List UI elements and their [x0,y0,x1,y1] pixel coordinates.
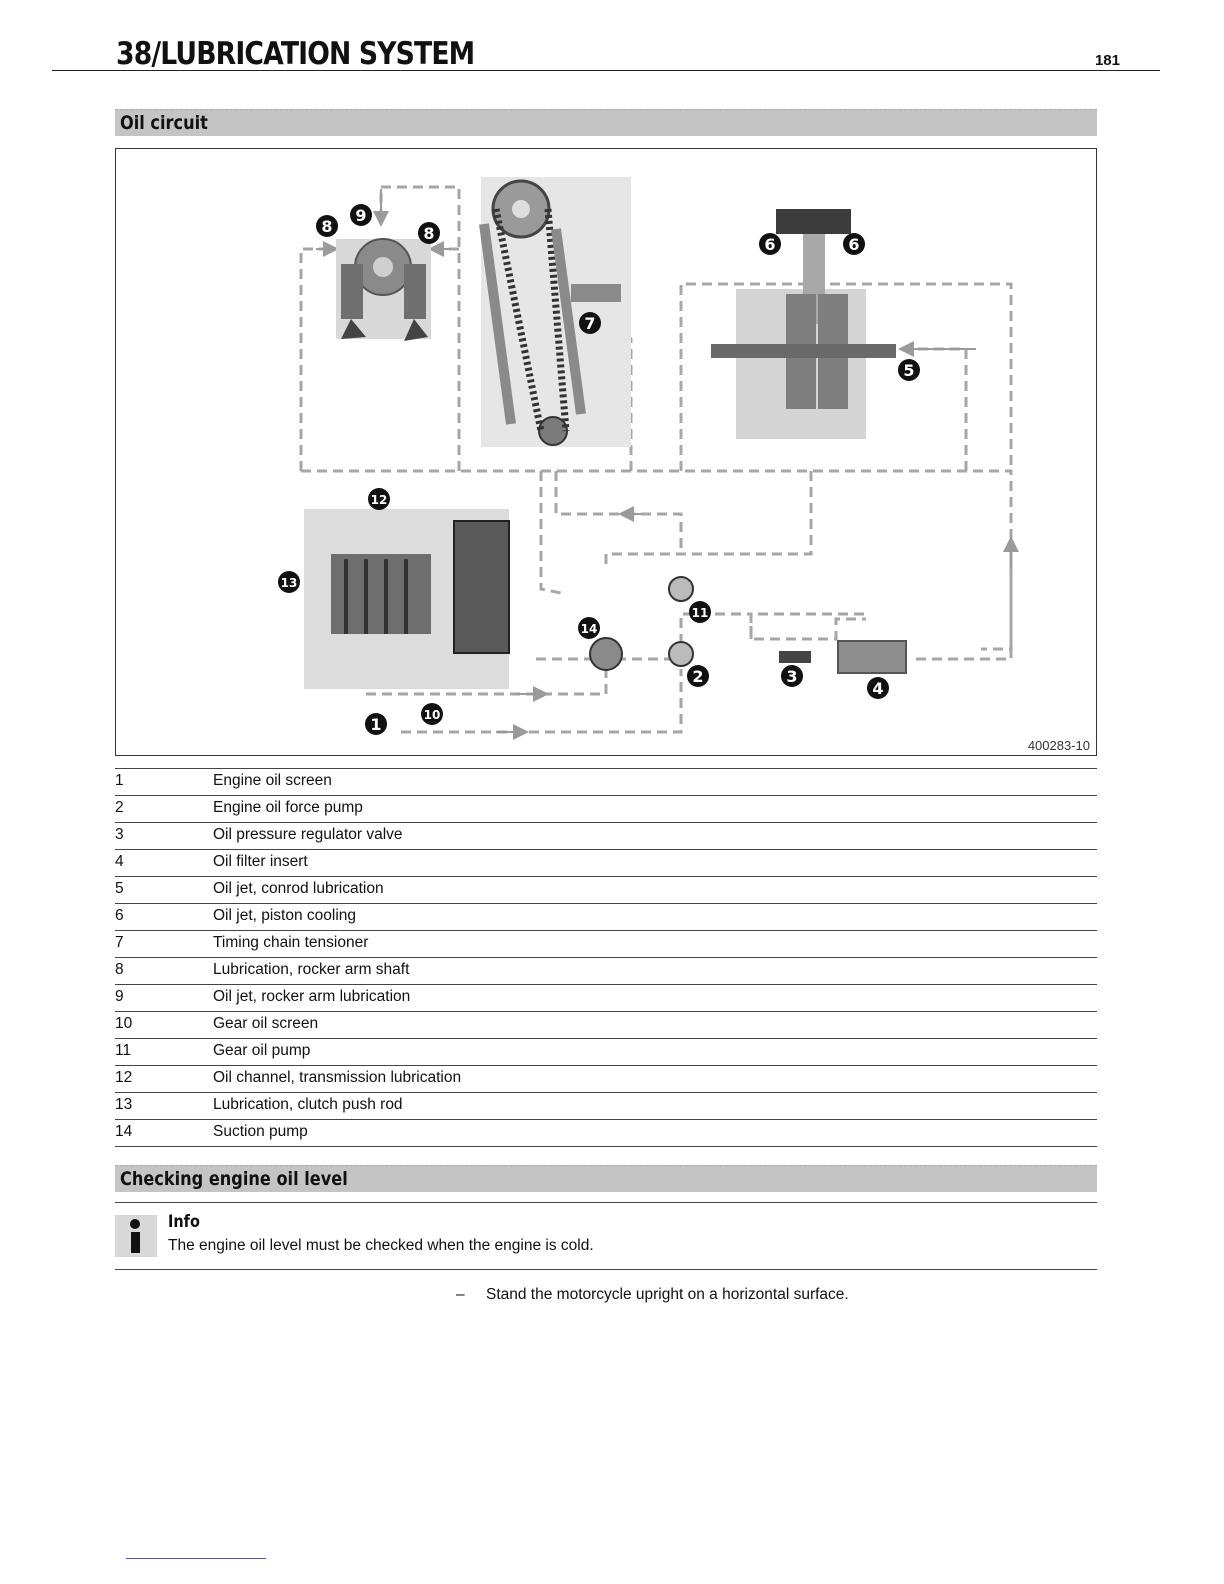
legend-row [115,1038,1097,1065]
svg-text:8: 8 [423,224,435,243]
svg-text:6: 6 [848,235,860,254]
footer-link-line [126,1558,266,1559]
callout-5 [898,359,920,381]
svg-text:8: 8 [321,217,333,236]
callout-6a [759,233,781,255]
legend-number: 13 [115,1096,133,1113]
rocker-arm-assembly [336,239,431,341]
oil-line-suction [541,471,566,594]
step-dash: – [456,1286,465,1303]
legend-number: 5 [115,880,124,897]
section-title: Oil circuit [120,112,208,134]
legend-row [115,849,1097,876]
legend-number: 9 [115,988,124,1005]
svg-text:3: 3 [786,667,798,686]
section-heading-oil-circuit [115,109,1097,136]
chapter-title: 38/LUBRICATION SYSTEM [116,36,475,72]
info-text: The engine oil level must be checked when the engine is cold. [168,1237,594,1254]
callout-4 [867,677,889,699]
callout-3 [781,665,803,687]
oil-circuit-figure [115,148,1097,756]
callout-2 [687,665,709,687]
legend-row [115,822,1097,849]
callout-13 [278,571,300,593]
callout-1 [365,713,387,735]
callout-11 [689,601,711,623]
pump-gears [590,577,693,670]
oil-line-filter-out [916,544,1011,659]
page-number: 181 [1094,52,1120,69]
callout-6b [843,233,865,255]
legend-number: 2 [115,799,124,816]
legend-row [115,876,1097,903]
legend-number: 3 [115,826,124,843]
legend-text: Oil filter insert [213,853,308,870]
legend-text: Oil pressure regulator valve [213,826,403,843]
legend-row [115,1092,1097,1119]
legend-row [115,1065,1097,1092]
svg-text:7: 7 [584,314,596,333]
legend-number: 1 [115,772,124,789]
callout-8b [418,222,440,244]
section-title: Checking engine oil level [120,1168,348,1190]
legend-text: Oil jet, piston cooling [213,907,357,924]
svg-text:6: 6 [764,235,776,254]
legend-text: Lubrication, clutch push rod [213,1096,403,1113]
legend-text: Timing chain tensioner [213,934,369,951]
svg-text:12: 12 [370,493,388,507]
callout-7 [579,312,601,334]
svg-text:5: 5 [903,361,915,380]
callout-8a [316,215,338,237]
legend-text: Oil jet, conrod lubrication [213,880,384,897]
section-heading-checking-oil [115,1165,1097,1192]
figure-code: 400283-10 [1027,738,1090,753]
legend-text: Gear oil screen [213,1015,319,1032]
legend-number: 8 [115,961,124,978]
svg-text:10: 10 [423,708,441,722]
legend-number: 12 [115,1069,133,1086]
svg-text:4: 4 [872,679,884,698]
legend-number: 10 [115,1015,133,1032]
svg-text:13: 13 [280,576,298,590]
legend-row [115,930,1097,957]
svg-text:14: 14 [580,622,598,636]
oil-line-crank-return [606,471,811,569]
legend-row [115,984,1097,1011]
transmission-assembly [304,509,509,689]
legend-number: 7 [115,934,124,951]
legend-text: Gear oil pump [213,1042,311,1059]
legend-row [115,903,1097,930]
page-header [52,34,1160,71]
svg-text:9: 9 [355,206,367,225]
oil-line-rocker-left [301,249,331,471]
svg-text:1: 1 [370,715,382,734]
oil-circuit-diagram [116,149,1098,757]
legend-row [115,957,1097,984]
crankshaft-assembly [711,209,896,439]
svg-text:11: 11 [691,606,709,620]
legend-number: 4 [115,853,124,870]
legend-number: 14 [115,1123,133,1140]
info-icon [115,1215,157,1257]
callout-10 [421,703,443,725]
legend-text: Oil jet, rocker arm lubrication [213,988,411,1005]
step-text: Stand the motorcycle upright on a horizontal surface. [486,1286,849,1303]
callout-12 [368,488,390,510]
legend-text: Engine oil force pump [213,799,363,816]
info-box [115,1202,1097,1270]
legend-row [115,768,1097,795]
callout-14 [578,617,600,639]
legend-text: Lubrication, rocker arm shaft [213,961,410,978]
legend-row [115,1119,1097,1147]
legend-text: Engine oil screen [213,772,332,789]
legend-text: Suction pump [213,1123,308,1140]
legend-text: Oil channel, transmission lubrication [213,1069,462,1086]
legend-table [115,768,1097,1147]
legend-row [115,795,1097,822]
info-title: Info [168,1212,200,1232]
timing-chain-assembly [481,177,631,447]
callout-9 [350,204,372,226]
svg-text:2: 2 [692,667,704,686]
legend-number: 6 [115,907,124,924]
legend-row [115,1011,1097,1038]
legend-number: 11 [115,1042,132,1059]
oil-line-gear-feed [556,471,681,549]
